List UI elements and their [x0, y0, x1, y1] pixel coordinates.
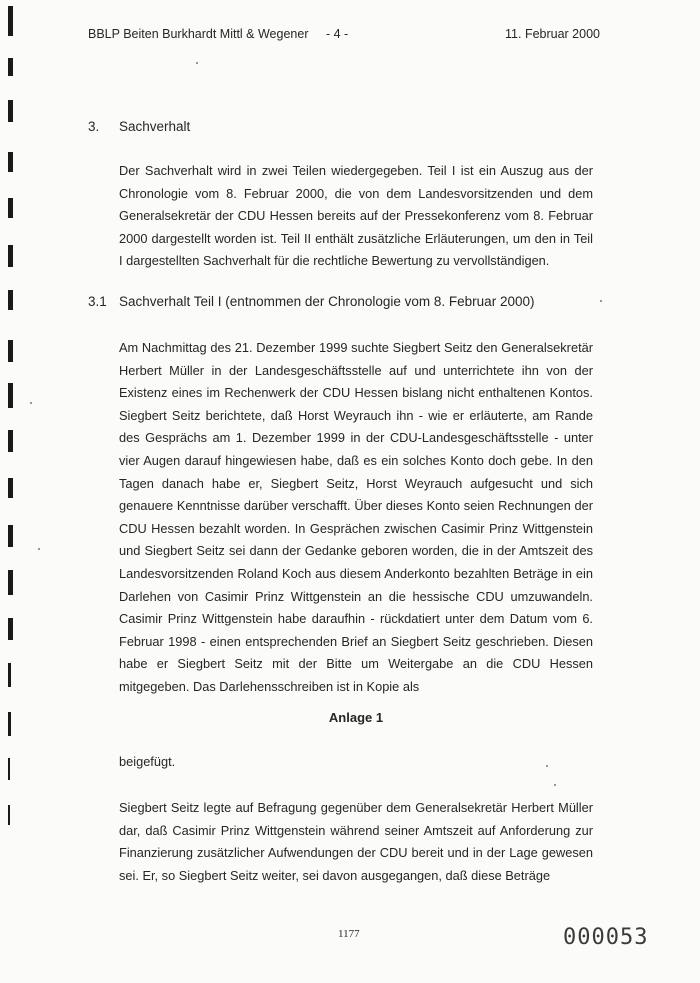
section-3-heading	[88, 119, 190, 134]
scan-mark	[8, 430, 13, 452]
scan-mark	[8, 525, 13, 547]
scan-mark	[8, 712, 11, 736]
scan-mark	[8, 478, 13, 498]
annex-label: Anlage 1	[328, 710, 384, 725]
scan-speck	[196, 62, 198, 64]
scan-mark	[8, 290, 13, 310]
section-number: 3.1	[88, 294, 107, 309]
scan-speck	[546, 765, 548, 767]
scan-mark	[8, 618, 13, 640]
header-date: 11. Februar 2000	[505, 27, 600, 41]
section-title: Sachverhalt	[119, 119, 191, 134]
document-stamp-number: 000053	[563, 925, 649, 950]
scan-mark	[8, 663, 11, 687]
scan-mark	[8, 340, 13, 362]
scan-mark	[8, 6, 13, 36]
section-3-paragraph: Der Sachverhalt wird in zwei Teilen wiedergegeben. Teil I ist ein Auszug aus der Chronologie vom 8. Februar 2000, die von dem Landesvorsitzenden und dem Generalsekretär der CDU Hessen bereits auf der Pressekonferenz vom 8. Februar 2000 dargestellt worden ist. Teil II enthält zusätzliche Erläuterungen, um den in Teil I dargestellten Sachverhalt für die rechtliche Bewertung zu vervollständigen.	[119, 163, 593, 269]
section-title: Sachverhalt Teil I (entnommen der Chronologie vom 8. Februar 2000)	[119, 294, 535, 309]
section-3-1-paragraph-2: Siegbert Seitz legte auf Befragung gegenüber dem Generalsekretär Herbert Müller dar, daß Casimir Prinz Wittgenstein während seiner Amtszeit auf Anforderung zur Finanzierung zusätzlicher Aufwendungen der CDU bereit und in der Lage gewesen sei. Er, so Siegbert Seitz weiter, sei davon ausgegangen, daß diese Beträge	[119, 800, 593, 883]
footer-page-number: 1177	[338, 928, 360, 940]
header-firm: BBLP Beiten Burkhardt Mittl & Wegener	[88, 27, 309, 41]
scan-mark	[8, 383, 13, 408]
scan-mark	[8, 245, 13, 267]
scan-speck	[30, 402, 32, 404]
scan-mark	[8, 58, 13, 76]
section-3-1-paragraph: Am Nachmittag des 21. Dezember 1999 suchte Siegbert Seitz den Generalsekretär Herbert Müller in der Landesgeschäftsstelle auf und unterrichtete ihn von der Existenz eines im Rechenwerk der CDU Hessen bislang nicht enthaltenen Kontos. Siegbert Seitz berichtete, daß Horst Weyrauch ihn - wie er erläuterte, am Rande des Gesprächs am 1. Dezember 1999 in der CDU-Landesgeschäftsstelle - unter vier Augen darauf hingewiesen habe, daß es ein solches Konto doch gebe. In den Tagen danach habe er, Siegbert Seitz, Horst Weyrauch aufgesucht und sich genauere Kenntnisse darüber verschafft. Über dieses Konto seien Rechnungen der CDU Hessen bezahlt worden. In Gesprächen zwischen Casimir Prinz Wittgenstein und Siegbert Seitz sei dann der Gedanke geboren worden, die in der Amtszeit des Landesvorsitzenden Roland Koch aus diesem Anderkonto bezahlten Beträge in ein Darlehen von Casimir Prinz Wittgenstein an die hessische CDU umzuwandeln. Casimir Prinz Wittgenstein habe daraufhin - rückdatiert unter dem Datum vom 6. Februar 1998 - einen entsprechenden Brief an Siegbert Seitz geschrieben. Diesen habe er Siegbert Seitz mit der Bitte um Weitergabe an die CDU Hessen mitgegeben. Das Darlehensschreiben ist in Kopie als	[119, 340, 593, 694]
scan-mark	[8, 805, 10, 825]
scan-speck	[554, 784, 556, 786]
annex-attached-text: beigefügt.	[119, 754, 176, 769]
section-number: 3.	[88, 119, 100, 134]
scan-mark	[8, 758, 10, 780]
scan-mark	[8, 152, 13, 172]
scan-mark	[8, 198, 13, 218]
header-page: - 4 -	[326, 27, 349, 41]
section-3-1-heading	[88, 294, 534, 309]
scan-mark	[8, 570, 13, 595]
scan-speck	[38, 548, 40, 550]
scan-mark	[8, 100, 13, 122]
scan-speck	[600, 300, 602, 302]
